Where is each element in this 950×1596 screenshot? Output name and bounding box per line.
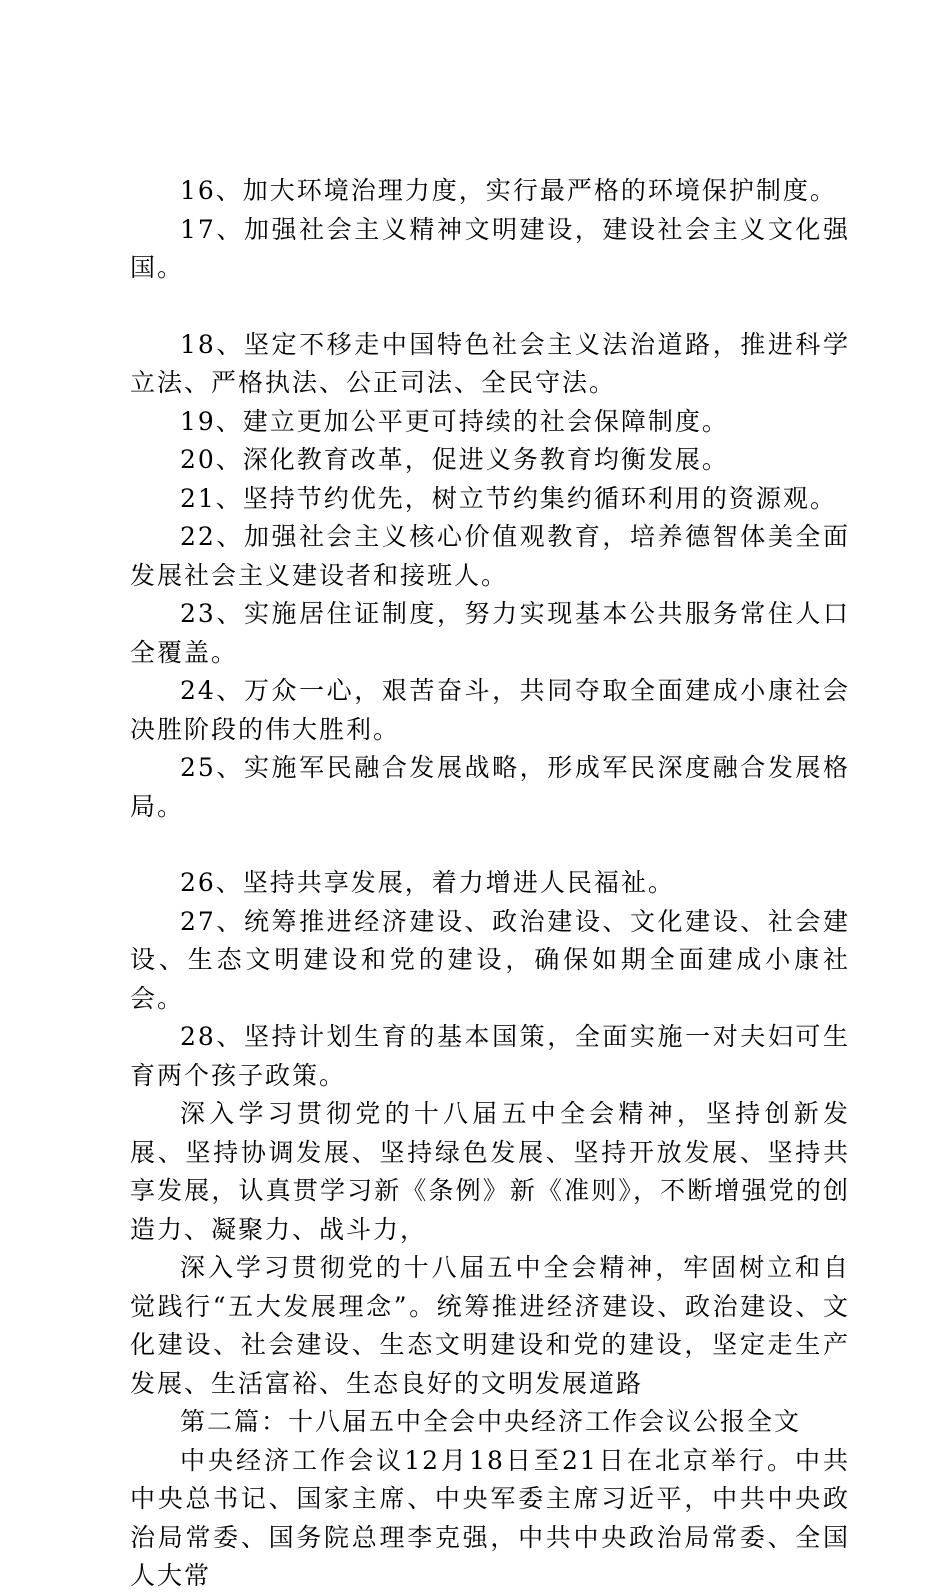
paragraph-23: 23、实施居住证制度，努力实现基本公共服务常住人口全覆盖。 [130, 599, 850, 667]
paragraph-18: 18、坚定不移走中国特色社会主义法治道路，推进科学立法、严格执法、公正司法、全民守法。 [130, 329, 850, 397]
paragraph-21: 21、坚持节约优先，树立节约集约循环利用的资源观。 [180, 483, 837, 513]
paragraph-17: 17、加强社会主义精神文明建设，建设社会主义文化强国。 [130, 214, 850, 282]
paragraph-20: 20、深化教育改革，促进义务教育均衡发展。 [180, 445, 729, 474]
paragraph-25: 25、实施军民融合发展战略，形成军民深度融合发展格局。 [130, 753, 850, 821]
paragraph-28: 28、坚持计划生育的基本国策，全面实施一对夫妇可生育两个孩子政策。 [130, 1022, 850, 1090]
paragraph-19: 19、建立更加公平更可持续的社会保障制度。 [180, 406, 729, 436]
paragraph-gap [130, 288, 850, 326]
paragraph-conference: 中央经济工作会议12月18日至21日在北京举行。中共中央总书记、国家主席、中央军委主席习近平，中共中央政治局常委、国务院总理李克强，中共中央政治局常委、全国人大常 [130, 1445, 850, 1590]
paragraph-27: 27、统筹推进经济建设、政治建设、文化建设、社会建设、生态文明建设和党的建设，确保如期全面建成小康社会。 [130, 906, 850, 1013]
section-heading: 第二篇：十八届五中全会中央经济工作会议公报全文 [180, 1407, 802, 1436]
paragraph-gap [130, 826, 850, 864]
document-body [130, 172, 850, 1596]
paragraph-24: 24、万众一心，艰苦奋斗，共同夺取全面建成小康社会决胜阶段的伟大胜利。 [130, 676, 850, 744]
paragraph-study-2: 深入学习贯彻党的十八届五中全会精神，牢固树立和自觉践行“五大发展理念”。统筹推进经济建设、政治建设、文化建设、社会建设、生态文明建设和党的建设，坚定走生产发展、生活富裕、生态良好的文明发展道路 [130, 1253, 850, 1398]
paragraph-22: 22、加强社会主义核心价值观教育，培养德智体美全面发展社会主义建设者和接班人。 [130, 522, 850, 590]
paragraph-26: 26、坚持共享发展，着力增进人民福祉。 [180, 868, 675, 897]
paragraph-16: 16、加大环境治理力度，实行最严格的环境保护制度。 [180, 176, 837, 205]
paragraph-study-1: 深入学习贯彻党的十八届五中全会精神，坚持创新发展、坚持协调发展、坚持绿色发展、坚持开放发展、坚持共享发展，认真贯学习新《条例》新《准则》，不断增强党的创造力、凝聚力、战斗力， [130, 1099, 850, 1244]
